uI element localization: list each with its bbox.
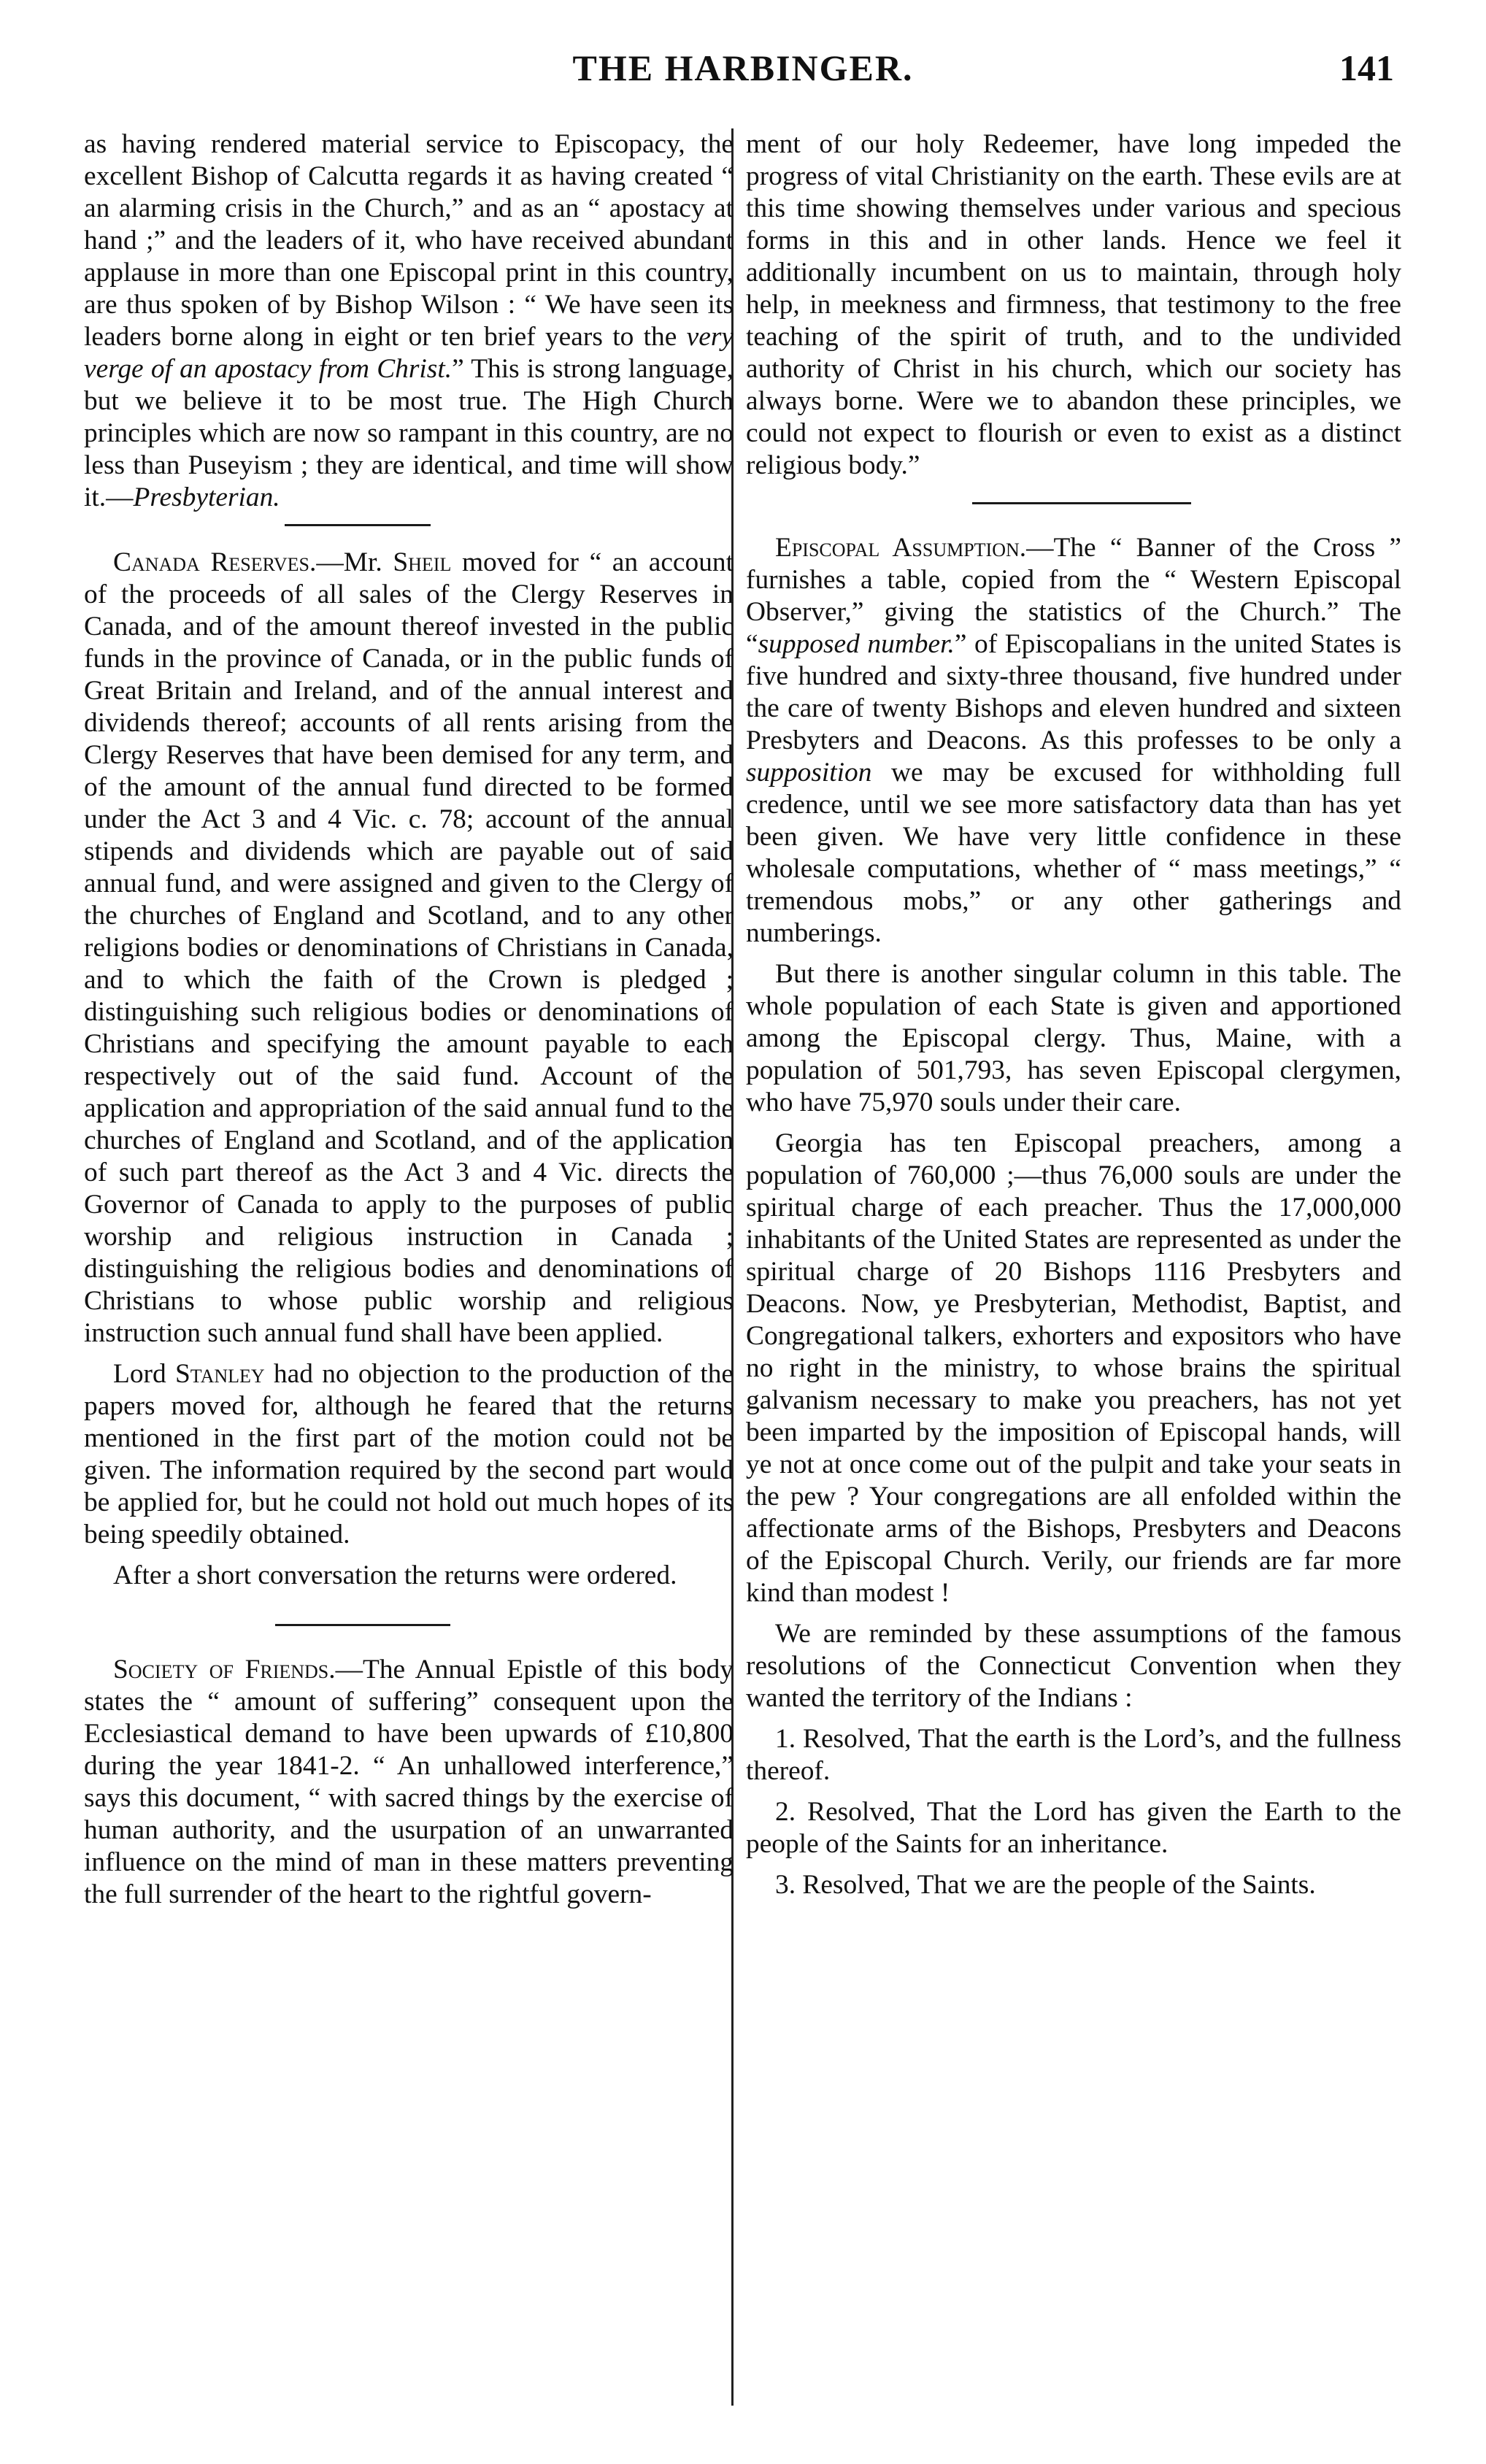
resolution-2: 2. Resolved, That the Lord has given the Earth to the people of the Saints for an inheritance. [746, 1797, 1401, 1859]
text: Lord [113, 1359, 175, 1389]
person-name: Sheil [393, 547, 452, 577]
right-column [746, 128, 1401, 1901]
running-header [79, 47, 1407, 98]
italic-phrase: supposed number. [758, 629, 955, 659]
resolution-1: 1. Resolved, That the earth is the Lord’s, and the fullness thereof. [746, 1724, 1401, 1786]
paragraph [84, 1358, 734, 1551]
article-heading: Society of Friends. [113, 1655, 336, 1685]
text: —The “ Banner of the Cross ” furnishes a table, copied from the “ Western Episcopal Observer,” giving the statistics of the Church.” The “ [746, 533, 1401, 659]
paragraph: But there is another singular column in this table. The whole population of each State is given and apportioned among the Episcopal clergy. Thus, Maine, with a population of 501,793, has seven Episcopal clergymen, who have 75,970 souls under their care. [746, 959, 1401, 1117]
text: —The Annual Epistle of this body states the “ amount of suffering” consequent upon the Ecclesiastical demand to have been upwards of £10,800 during the year 1841-2. “ An unhallowed interference,” says this document, “ with sacred things by the exercise of human authority, and the usurpation of an unwarranted influence on the mind of man in these matters preventing the full surrender of the heart to the rightful govern- [84, 1655, 734, 1909]
person-name: Stanley [174, 1359, 265, 1389]
section-separator [285, 524, 431, 526]
society-of-friends-article [84, 1654, 734, 1911]
text: moved for “ an account of the proceeds of all sales of the Clergy Reserves in Canada, and of the amount thereof invested in the public funds in the province of Canada, or in the public funds of Great Britain and Ireland, and of the annual interest and dividends thereof; accounts of all rents arising from the Clergy Reserves that have been demised for any term, and of the amount of the annual fund directed to be formed under the Act 3 and 4 Vic. c. 78; account of the annual stipends and dividends which are payable out of said annual fund, and were assigned and given to the Clergy of the churches of England and Scotland, and to any other religions bodies or denominations of Christians in Canada, and to which the faith of the Crown is pledged ; distinguishing such religious bodies or denominations of Christians and specifying the amount payable to each respectively out of the said fund. Account of the application and appropriation of the said annual fund to the churches of England and Scotland, and of the application of such part thereof as the Act 3 and 4 Vic. directs the Governor of Canada to apply to the purposes of public worship and religious instruction in Canada ; distinguishing the religious bodies and denominations of Christians to whose public worship and religious instruction such annual fund shall have been applied. [84, 547, 734, 1348]
paragraph: ment of our holy Redeemer, have long impeded the progress of vital Christianity on the earth. These evils are at this time showing themselves under various and specious forms in this and in other lands. Hence we feel it additionally incumbent on us to maintain, through holy help, in meekness and firmness, that testimony to the free teaching of the spirit of truth, and to the undivided authority of Christ in his church, which our society has always borne. Were we to abandon these principles, we could not expect to flourish or even to exist as a distinct religious body.” [746, 129, 1401, 480]
section-separator [972, 502, 1191, 504]
left-column [84, 128, 734, 1911]
journal-title: THE HARBINGER. [572, 47, 914, 88]
episcopal-assumption-article [746, 532, 1401, 950]
quote-italic: very verge of an apostacy from Christ. [84, 322, 734, 384]
resolution-3: 3. Resolved, That we are the people of the Saints. [775, 1870, 1316, 1900]
italic-phrase: supposition [746, 758, 872, 788]
paragraph: After a short conversation the returns were ordered. [113, 1560, 677, 1590]
article-heading: Canada Reserves. [113, 547, 317, 577]
paragraph: Georgia has ten Episcopal preachers, among a population of 760,000 ;—thus 76,000 souls are under the spiritual charge of each preacher. Thus the 17,000,000 inhabitants of the United States are represented as under the spiritual charge of 20 Bishops 1116 Presbyters and Deacons. Now, ye Presbyterian, Methodist, Baptist, and Congregational talkers, exhorters and expositors who have no right in the ministry, to whose brains the spiritual galvanism necessary to make you preachers, has not yet been imparted by the imposition of Episcopal hands, will ye not at once come out of the pulpit and take your seats in the pew ? Your congregations are all enfolded within the affectionate arms of the Bishops, Presbyters and Deacons of the Episcopal Church. Verily, our friends are far more kind than modest ! [746, 1128, 1401, 1608]
source-credit: Presbyterian. [133, 482, 280, 512]
text: as having rendered material service to Episcopacy, the excellent Bishop of Calcutta regards it as having created “ an alarming crisis in the Church,” and as an “ apostacy at hand ;” and the leaders of it, who have received abundant applause in more than one Episcopal print in this country, are thus spoken of by Bishop Wilson : “ We have seen its leaders borne along in eight or ten brief years to the [84, 129, 734, 352]
text: ” This is strong language, but we believe it to be most true. The High Church principles which are now so rampant in this country, are no less than Puseyism ; they are identical, and time will show it.— [84, 354, 734, 512]
canada-reserves-article [84, 547, 734, 1350]
text: we may be excused for withholding full credence, until we see more satisfactory data than has yet been given. We have very little confidence in these wholesale computations, whether of “ mass meetings,” “ tremendous mobs,” or any other gatherings and numberings. [746, 758, 1401, 948]
puseyism-article [84, 128, 734, 514]
text: —Mr. [316, 547, 393, 577]
text: ” of Episcopalians in the united States is five hundred and sixty-three thousand, five hundred under the care of twenty Bishops and eleven hundred and sixteen Presbyters and Deacons. As this professes to be only a [746, 629, 1402, 755]
text: had no objection to the production of the papers moved for, although he feared that the returns mentioned in the first part of the motion could not be given. The information required by the second part would be applied for, but he could not hold out much hopes of its being speedily obtained. [84, 1359, 734, 1549]
page-number: 141 [1339, 47, 1394, 88]
section-separator [275, 1624, 450, 1626]
paragraph: We are reminded by these assumptions of the famous resolutions of the Connecticut Convention when they wanted the territory of the Indians : [746, 1619, 1401, 1713]
article-heading: Episcopal Assumption. [775, 533, 1027, 563]
